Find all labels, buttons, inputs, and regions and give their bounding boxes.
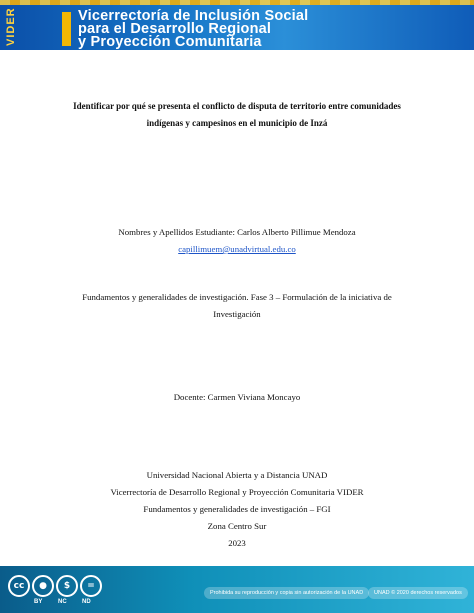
student-name: Nombres y Apellidos Estudiante: Carlos Alberto Pillimue Mendoza xyxy=(118,227,356,237)
teacher-name: Docente: Carmen Viviana Moncayo xyxy=(173,392,301,402)
institution-line: Zona Centro Sur xyxy=(207,521,267,531)
student-email-wrap xyxy=(30,241,444,258)
copyright-notice: UNAD © 2020 derechos reservados xyxy=(368,587,468,599)
header-title-line: para el Desarrollo Regional xyxy=(78,21,272,37)
license-badge xyxy=(8,571,98,609)
course-line: Investigación xyxy=(213,309,261,319)
license-label-nd: ND xyxy=(82,599,91,605)
header-title xyxy=(78,10,308,49)
header-stripe xyxy=(0,0,474,5)
institution-block xyxy=(30,467,444,552)
header-accent-bar xyxy=(62,12,71,46)
header-title-line: y Proyección Comunitaria xyxy=(78,34,262,50)
institution-line: Vicerrectoría de Desarrollo Regional y Proyección Comunitaria VIDER xyxy=(110,487,364,497)
institution-line: Universidad Nacional Abierta y a Distancia UNAD xyxy=(146,470,328,480)
course-info xyxy=(30,289,444,323)
cc-icon: cc xyxy=(8,575,30,597)
institution-line: Fundamentos y generalidades de investigación – FGI xyxy=(143,504,331,514)
dollar-icon: $ xyxy=(56,575,78,597)
course-line: Fundamentos y generalidades de investigación. Fase 3 – Formulación de la iniciativa de xyxy=(82,292,392,302)
vider-side-label: VIDER xyxy=(5,7,17,46)
person-icon: ● xyxy=(32,575,54,597)
title-line: Identificar por qué se presenta el conflicto de disputa de territorio entre comunidades xyxy=(73,101,401,111)
document-title xyxy=(30,98,444,132)
student-email-link[interactable]: capillimuem@unadvirtual.edu.co xyxy=(178,244,296,254)
license-label-by: BY xyxy=(34,599,43,605)
footer-banner xyxy=(0,566,474,613)
institution-line: 2023 xyxy=(228,538,246,548)
header-banner xyxy=(0,0,474,50)
equals-icon: = xyxy=(80,575,102,597)
reproduction-notice: Prohibida su reproducción y copia sin autorización de la UNAD xyxy=(204,587,369,599)
header-title-line: Vicerrectoría de Inclusión Social xyxy=(78,8,309,24)
title-line: indígenas y campesinos en el municipio de Inzá xyxy=(146,118,328,128)
license-label-nc: NC xyxy=(58,599,67,605)
